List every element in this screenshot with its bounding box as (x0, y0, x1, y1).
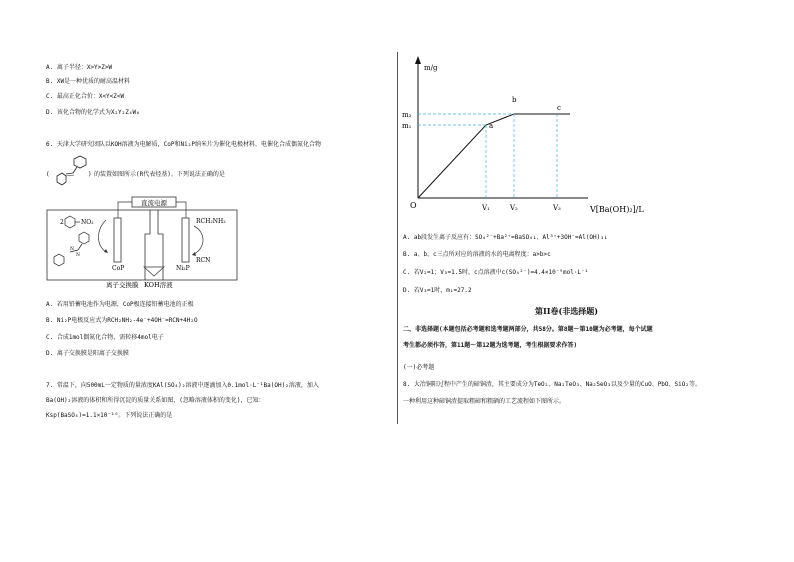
point-a-label: a (489, 122, 494, 130)
membrane-label: 离子交换膜 (106, 281, 139, 289)
q7-option-d: D. 若V₃=1时，m₁=27.2 (403, 287, 472, 294)
q6-stem-line1: 6. 天津大学研究团队以KOH溶液为电解质，CoP和Ni₂P纳米片为催化电极材料，电催化合成偶氮化合物 (46, 141, 321, 148)
electrolysis-diagram (46, 190, 241, 298)
q6-paren-close: ) (88, 171, 92, 178)
azobenzene-structure (52, 152, 92, 186)
point-c-label: c (557, 104, 561, 112)
q7-stem-line2: Ba(OH)₂溶液的体积和所得沉淀的质量关系如图，(忽略溶液体积的变化)，已知： (46, 397, 265, 404)
q6-option-b: B. Ni₂P电极反应式为RCH₂NH₂-4e⁻+4OH⁻=RCN+4H₂O (46, 317, 198, 324)
q6-stem-line2: 的装置如图所示(R代表烃基)。下列说法正确的是 (94, 171, 225, 178)
right-reactant-label: RCH₂NH₂ (196, 218, 226, 225)
q6-option-a: A. 若用铅蓄电池作为电源，CoP极连接铅蓄电池的正极 (46, 301, 194, 308)
q7-option-b: B. a、b、c三点所对应的溶液的水的电离程度：a>b>c (403, 251, 551, 258)
point-b-label: b (512, 96, 517, 104)
section-desc-line2: 考生都必须作答，第11题～第12题为选考题，考生根据要求作答) (403, 342, 578, 349)
power-supply-label: 直流电源 (141, 199, 167, 207)
required-section-label: (一)必考题 (403, 364, 435, 371)
q7-stem-line3: Ksp(BaSO₄)=1.1×10⁻¹⁰。下列说法正确的是 (46, 412, 173, 419)
cop-label: CoP (112, 265, 125, 272)
q5-option-b: B. XW是一种优质的耐高温材料 (46, 78, 131, 85)
q5-option-d: D. 该化合物的化学式为X₂Y₂Z₄W₆ (46, 109, 140, 116)
q8-line2: 一种利用这种碲铜渣提取粗碲和粗硒的工艺流程如下图所示。 (403, 398, 566, 405)
q5-option-a: A. 离子半径：X>Y>Z>W (46, 64, 113, 71)
y-axis-label: m/g (424, 64, 438, 72)
q6-paren-open: ( (46, 171, 50, 178)
x-tick-v2: V₂ (510, 204, 518, 212)
x-axis-label: V[Ba(OH)₂]/L (590, 205, 644, 214)
q6-option-d: D. 离子交换膜是阳离子交换膜 (46, 350, 129, 357)
ni2p-electrode (182, 218, 189, 262)
q7-option-a: A. ab段发生离子反应有：SO₄²⁻+Ba²⁺=BaSO₄↓、Al³⁺+3OH⁻=Al(OH)₃↓ (403, 234, 608, 241)
koh-label: KOH溶液 (144, 281, 173, 289)
right-product-label: RCN (196, 257, 211, 264)
section-title: 第II卷(非选择题) (535, 306, 599, 316)
q5-option-c: C. 最高正化合价：X<Y<Z<W (46, 93, 125, 100)
mass-curve (418, 114, 570, 198)
svg-text:N: N (70, 247, 74, 252)
x-tick-v3: V₃ (553, 204, 561, 212)
precipitate-mass-graph (400, 52, 660, 222)
q6-option-c: C. 合成1mol偶氮化合物，需转移4mol电子 (46, 334, 164, 341)
q7-option-c: C. 若V₂=1；V₃=1.5时，c点溶液中c(SO₄²⁻)=4.4×10⁻⁹mol·L⁻¹ (403, 269, 589, 276)
origin-label: O (410, 201, 417, 210)
y-tick-m2: m₂ (402, 111, 412, 119)
nitrobenzene-label: NO₂ (81, 219, 94, 226)
section-desc-line1: 二、非选择题(本题包括必考题和选考题两部分，共58分。第8题～第10题为必考题，每个试题 (403, 326, 653, 333)
q7-stem-line1: 7. 常温下，向500mL一定物质的量浓度KAl(SO₄)₂溶液中逐滴加入0.1mol·L⁻¹Ba(OH)₂溶液，加入 (46, 382, 319, 389)
q8-line1: 8. 大冶铜阳过程中产生的碲铜渣，其主要成分为TeO₂、Na₂TeO₃、Na₂SeO₃以及少量的CuO、PbO、SiO₂等。 (403, 381, 701, 388)
cop-electrode (114, 218, 121, 262)
x-tick-v1: V₁ (482, 204, 490, 212)
left-coef: 2 (60, 219, 64, 226)
y-tick-m1: m₁ (402, 122, 412, 130)
ni2p-label: Ni₂P (176, 265, 190, 272)
svg-text:N: N (76, 253, 80, 258)
column-divider (397, 52, 398, 424)
